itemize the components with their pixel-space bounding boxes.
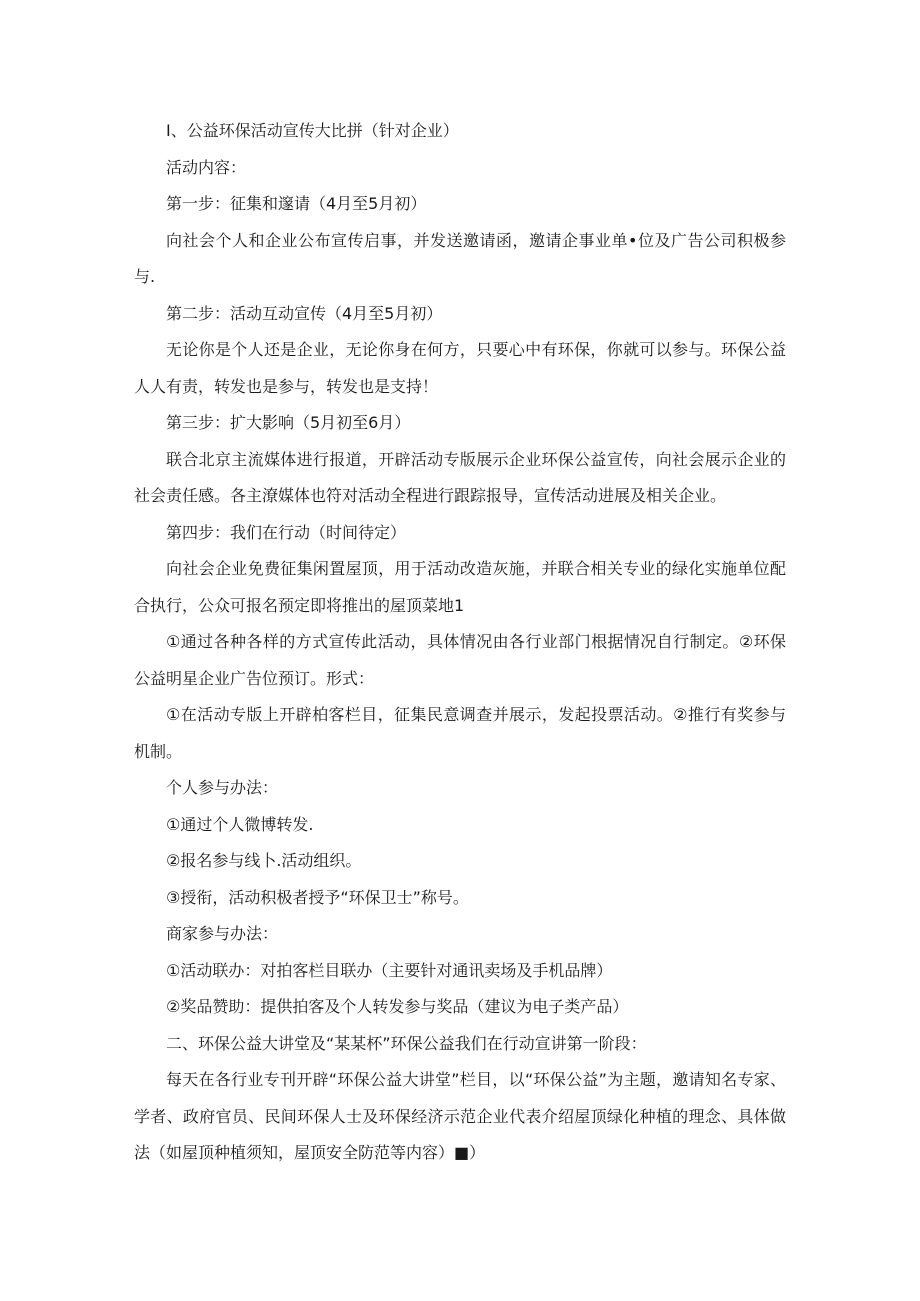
- step-1-text: 向社会个人和企业公布宣传启事，并发送邀请函，邀请企事业单•位及广告公司积极参与.: [134, 230, 786, 286]
- activity-content-label: 活动内容：: [166, 157, 247, 177]
- step-4-heading: 第四步：我们在行动（时间待定）: [166, 522, 407, 542]
- merchant-item-2: ②奖品赞助：提供拍客及个人转发参与奖品（建议为电子类产品）: [166, 997, 629, 1016]
- format-text: ①在活动专版上开辟柏客栏目，征集民意调查并展示，发起投票活动。②推行有奖参与机制。: [134, 705, 786, 761]
- personal-participation-label: 个人参与办法：: [166, 778, 279, 797]
- step-1-heading: 第一步：征集和邃请（4月至5月初）: [166, 194, 427, 213]
- document-body: [134, 113, 786, 1172]
- lecture-text: 每天在各行业专刊开辟“环保公益大讲堂”栏目，以“环保公益”为主题，邀请知名专家、学者、政府官员、民间环保人士及环保经济示范企业代表介绍屋顶绿化种植的理念、具体做法（如屋顶种植须知，屋顶安全防范等内容）■）: [134, 1070, 786, 1162]
- merchant-item-1: ①活动联办：对拍客栏目联办（主要针对通讯卖场及手机品牌）: [166, 960, 613, 980]
- step-2-heading: 第二步：活动互动宣传（4月至5月初）: [166, 303, 443, 323]
- section-heading-2: 二、环保公益大讲堂及“某某杯”环保公益我们在行动宣讲第一阶段：: [166, 1033, 647, 1053]
- personal-item-2: ②报名参与线卜.活动组织。: [166, 851, 362, 870]
- merchant-participation-label: 商家参与办法：: [166, 924, 279, 943]
- step-2-text: 无论你是个人还是企业，无论你身在何方，只要心中有环保，你就可以参与。环保公益人人有责，转发也是参与，转发也是支持！: [134, 340, 786, 396]
- personal-item-1: ①通过个人微博转发.: [166, 814, 314, 834]
- personal-item-3: ③授衔，活动积极者授予“环保卫士”称号。: [166, 887, 469, 907]
- step-3-heading: 第三步：扩大影响（5月初至6月）: [166, 413, 411, 432]
- promotion-text: ①通过各种各样的方式宣传此活动，具体情况由各行业部门根据情况自行制定。②环保公益明星企业广告位预订。形式：: [134, 632, 786, 688]
- step-4-text: 向社会企业免费征集闲置屋顶，用于活动改造灰施，并联合相关专业的绿化实施单位配合执行，公众可报名预定即将推出的屋顶菜地1: [134, 559, 786, 615]
- section-heading-1: I、公益环保活动宣传大比拼（针对企业）: [166, 121, 459, 140]
- step-3-text: 联合北京主流媒体进行报道，开辟活动专版展示企业环保公益宣传，向社会展示企业的社会责任感。各主潦媒体也符对活动全程进行跟踪报导，宣传活动进展及相关企业。: [134, 449, 786, 505]
